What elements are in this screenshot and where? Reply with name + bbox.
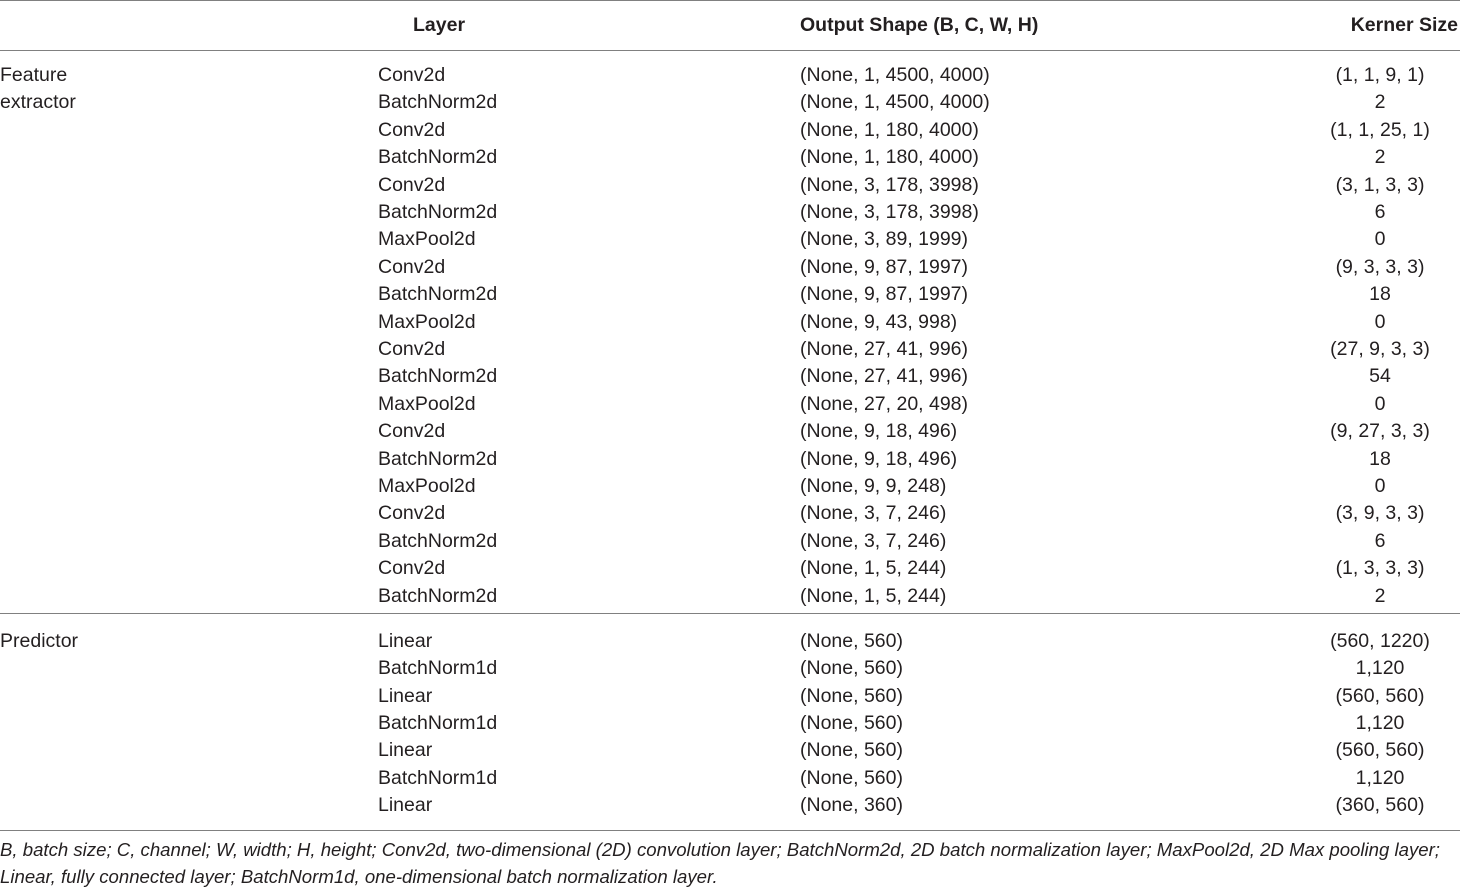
header-rule <box>0 50 1460 51</box>
output-shape-cell: (None, 560) <box>800 712 903 735</box>
output-shape-cell: (None, 3, 178, 3998) <box>800 173 979 196</box>
layer-cell: BatchNorm2d <box>378 447 498 470</box>
kernel-size-cell: (3, 1, 3, 3) <box>1335 173 1425 196</box>
layer-cell: BatchNorm2d <box>378 584 498 607</box>
group-label-extractor: extractor <box>0 91 76 114</box>
layer-cell: Conv2d <box>378 502 446 525</box>
kernel-size-cell: 2 <box>1374 146 1386 169</box>
output-shape-cell: (None, 1, 180, 4000) <box>800 118 979 141</box>
kernel-size-cell: (560, 560) <box>1335 739 1425 762</box>
layer-cell: Linear <box>378 630 433 652</box>
output-shape-cell: (None, 1, 5, 244) <box>800 557 947 580</box>
kernel-size-cell: (1, 1, 25, 1) <box>1330 118 1430 141</box>
table-footnote: B, batch size; C, channel; W, width; H, height; Conv2d, two-dimensional (2D) convolution layer; BatchNorm2d, 2D batch normalization layer; MaxPool2d, 2D Max pooling layer; Linear, fully connected layer; BatchNorm1d, one-dimensional batch normalization layer. <box>0 839 1440 887</box>
kernel-size-cell: (27, 9, 3, 3) <box>1330 338 1430 360</box>
layer-cell: MaxPool2d <box>378 310 476 333</box>
kernel-size-cell: 2 <box>1374 91 1386 114</box>
kernel-size-cell: 0 <box>1374 392 1386 415</box>
layer-cell: MaxPool2d <box>378 475 476 497</box>
layer-cell: BatchNorm2d <box>378 146 498 169</box>
output-shape-cell: (None, 560) <box>800 739 903 762</box>
layer-cell: Conv2d <box>378 557 446 580</box>
kernel-size-cell: 0 <box>1374 310 1386 333</box>
kernel-size-cell: 2 <box>1374 584 1386 607</box>
layer-cell: BatchNorm1d <box>378 766 498 789</box>
output-shape-cell: (None, 3, 178, 3998) <box>800 201 979 223</box>
kernel-size-cell: 0 <box>1374 228 1386 251</box>
output-shape-cell: (None, 560) <box>800 766 903 789</box>
layer-cell: Conv2d <box>378 118 446 141</box>
kernel-size-cell: 6 <box>1374 201 1386 223</box>
kernel-size-cell: (360, 560) <box>1335 794 1425 817</box>
kernel-size-cell: (1, 1, 9, 1) <box>1335 64 1425 86</box>
output-shape-cell: (None, 360) <box>800 794 903 817</box>
output-shape-cell: (None, 1, 5, 244) <box>800 584 947 607</box>
output-shape-cell: (None, 1, 4500, 4000) <box>800 91 990 114</box>
layer-cell: Linear <box>378 739 433 762</box>
output-shape-cell: (None, 9, 18, 496) <box>800 447 958 470</box>
output-shape-cell: (None, 27, 41, 996) <box>800 365 969 388</box>
kernel-size-cell: (9, 3, 3, 3) <box>1335 255 1425 278</box>
layer-cell: MaxPool2d <box>378 392 476 415</box>
output-shape-cell: (None, 9, 9, 248) <box>800 475 947 497</box>
layer-cell: Conv2d <box>378 173 446 196</box>
kernel-size-cell: (1, 3, 3, 3) <box>1335 557 1425 580</box>
kernel-size-cell: 18 <box>1369 283 1391 306</box>
group-separator-rule <box>0 613 1460 614</box>
layer-cell: Conv2d <box>378 338 446 360</box>
group-label-predictor: Predictor <box>0 630 79 652</box>
layer-cell: BatchNorm1d <box>378 712 498 735</box>
layer-cell: BatchNorm2d <box>378 201 498 223</box>
output-shape-cell: (None, 9, 18, 496) <box>800 420 958 443</box>
layer-cell: Linear <box>378 794 433 817</box>
output-shape-cell: (None, 3, 7, 246) <box>800 529 947 552</box>
layer-cell: MaxPool2d <box>378 228 476 251</box>
output-shape-cell: (None, 1, 4500, 4000) <box>800 64 990 86</box>
output-shape-cell: (None, 9, 87, 1997) <box>800 283 969 306</box>
kernel-size-cell: (3, 9, 3, 3) <box>1335 502 1425 525</box>
table-bottom-rule <box>0 830 1460 831</box>
kernel-size-cell: 1,120 <box>1355 657 1405 680</box>
layer-cell: BatchNorm2d <box>378 91 498 114</box>
output-shape-cell: (None, 560) <box>800 684 903 707</box>
layer-cell: BatchNorm1d <box>378 657 498 680</box>
kernel-size-cell: 6 <box>1374 529 1386 552</box>
output-shape-cell: (None, 3, 89, 1999) <box>800 228 969 251</box>
output-shape-cell: (None, 27, 20, 498) <box>800 392 969 415</box>
layer-cell: Conv2d <box>378 255 446 278</box>
kernel-size-cell: 1,120 <box>1355 766 1405 789</box>
output-shape-cell: (None, 3, 7, 246) <box>800 502 947 525</box>
layer-cell: BatchNorm2d <box>378 283 498 306</box>
kernel-size-cell: 18 <box>1369 447 1391 470</box>
layer-cell: BatchNorm2d <box>378 365 498 388</box>
kernel-size-cell: (9, 27, 3, 3) <box>1330 420 1430 443</box>
output-shape-cell: (None, 1, 180, 4000) <box>800 146 979 169</box>
table-top-rule <box>0 0 1460 1</box>
layer-cell: Conv2d <box>378 64 446 86</box>
output-shape-cell: (None, 560) <box>800 630 903 652</box>
header-kernel-size: Kerner Size <box>1350 14 1458 36</box>
output-shape-cell: (None, 560) <box>800 657 903 680</box>
kernel-size-cell: (560, 1220) <box>1330 630 1430 652</box>
layer-cell: Conv2d <box>378 420 446 443</box>
kernel-size-cell: 1,120 <box>1355 712 1405 735</box>
kernel-size-cell: 54 <box>1369 365 1391 388</box>
output-shape-cell: (None, 27, 41, 996) <box>800 338 969 360</box>
group-label-feature: Feature <box>0 64 68 86</box>
header-output-shape: Output Shape (B, C, W, H) <box>800 14 1039 36</box>
output-shape-cell: (None, 9, 43, 998) <box>800 310 958 333</box>
header-layer: Layer <box>413 14 466 36</box>
kernel-size-cell: 0 <box>1374 475 1386 497</box>
output-shape-cell: (None, 9, 87, 1997) <box>800 255 969 278</box>
layer-cell: BatchNorm2d <box>378 529 498 552</box>
kernel-size-cell: (560, 560) <box>1335 684 1425 707</box>
layer-cell: Linear <box>378 684 433 707</box>
